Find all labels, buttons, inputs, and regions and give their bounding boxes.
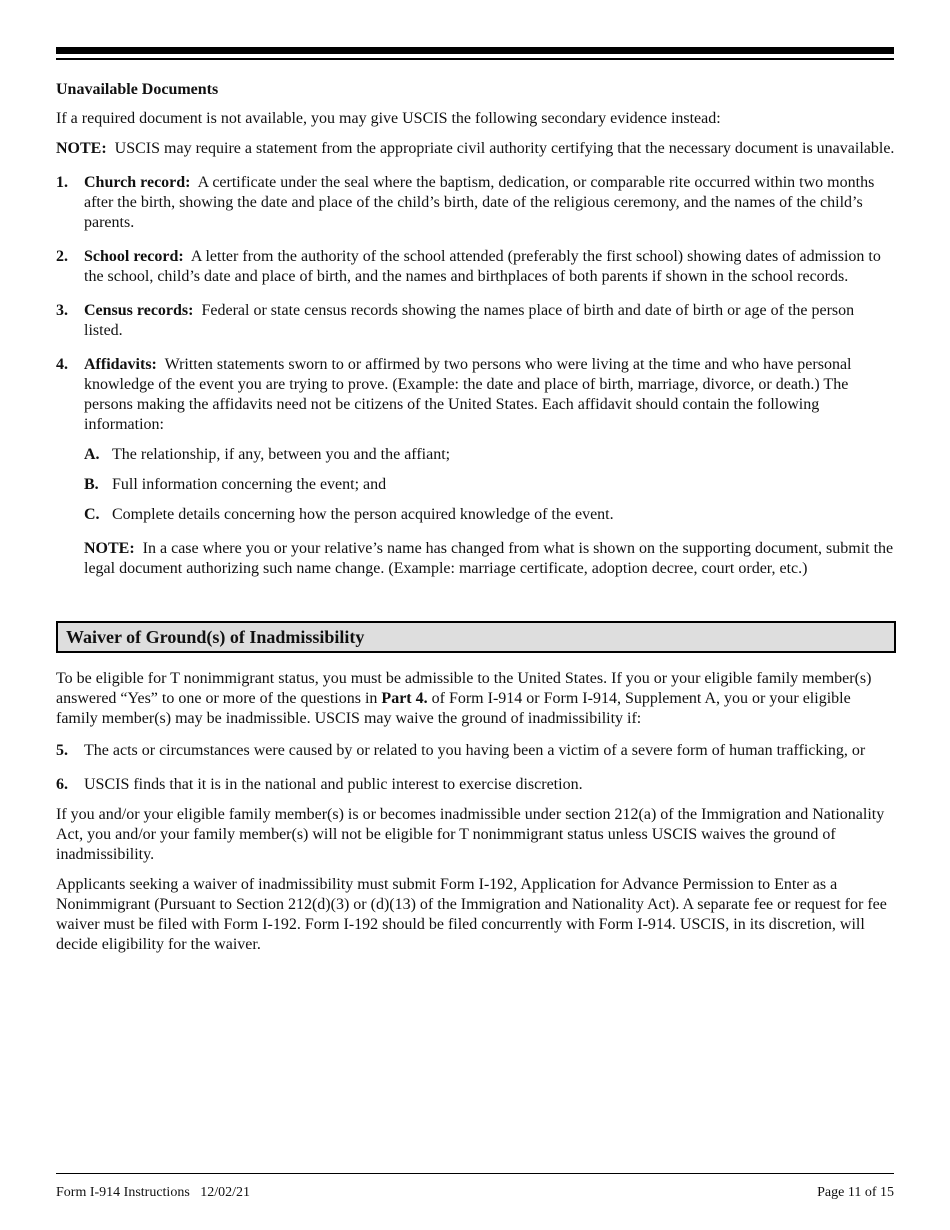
list-item — [56, 301, 896, 341]
item-number: 2. — [56, 248, 68, 265]
item-title: School record: — [84, 248, 184, 265]
item-text: A letter from the authority of the school attended (preferably the first school) showing dates of admission to the school, child’s date and place of birth, and the names and birthplaces of both parents if shown in the school records. — [84, 248, 881, 285]
waiver-intro — [56, 669, 896, 729]
item-number: 3. — [56, 302, 68, 319]
item-text: USCIS finds that it is in the national and public interest to exercise discretion. — [84, 776, 583, 793]
page-content — [56, 80, 896, 965]
list-item — [56, 775, 896, 795]
item-text: A certificate under the seal where the baptism, dedication, or comparable rite occurred within two months after the birth, showing the date and place of the child’s birth, date of the religious ceremony, and the names of the child’s parents. — [84, 174, 875, 231]
note2-text: In a case where you or your relative’s name has changed from what is shown on the supporting document, submit the legal document authorizing such name change. (Example: marriage certificate, adoption decree, court order, etc.) — [84, 540, 894, 577]
unavailable-heading: Unavailable Documents — [56, 81, 219, 98]
item-number: 4. — [56, 356, 68, 373]
sub-list-item — [84, 475, 896, 495]
top-rule-thick — [56, 47, 894, 54]
sub-item-letter: B. — [84, 476, 99, 493]
item-text: Federal or state census records showing the names place of birth and date of birth or age of the person listed. — [84, 302, 855, 339]
footer-form-id: Form I-914 Instructions 12/02/21 — [56, 1185, 251, 1200]
unavailable-note — [56, 139, 896, 159]
note-text: USCIS may require a statement from the appropriate civil authority certifying that the necessary document is unavailable. — [114, 140, 895, 157]
sub-item-text: Full information concerning the event; and — [112, 476, 387, 493]
waiver-intro-bold: Part 4. — [381, 690, 428, 707]
note2-label: NOTE: — [84, 540, 135, 557]
waiver-para-2: Applicants seeking a waiver of inadmissibility must submit Form I-192, Application for Advance Permission to Enter as a Nonimmigrant (Pursuant to Section 212(d)(3) or (d)(13) of the Immigration and Nationality Act). A separate fee or request for fee waiver must be filed with Form I-192. Form I-192 should be filed concurrently with Form I-914. USCIS, in its discretion, will decide eligibility for the waiver. — [56, 876, 887, 953]
item-number: 6. — [56, 776, 68, 793]
sub-list-item — [84, 445, 896, 465]
sub-item-letter: A. — [84, 446, 100, 463]
item-number: 1. — [56, 174, 68, 191]
sub-item-text: Complete details concerning how the person acquired knowledge of the event. — [112, 506, 614, 523]
item-number: 5. — [56, 742, 68, 759]
unavailable-intro: If a required document is not available, you may give USCIS the following secondary evidence instead: — [56, 110, 721, 127]
waiver-para-1: If you and/or your eligible family member(s) is or becomes inadmissible under section 212(a) of the Immigration and Nationality Act, you and/or your family member(s) will not be eligible for T nonimmigrant status unless USCIS waives the ground of inadmissibility. — [56, 806, 885, 863]
waiver-intro-after: of Form I-914 or Form I-914, Supplement A, you or your eligible family member(s) may be inadmissible. USCIS may waive the ground of inadmissibility if: — [56, 690, 851, 727]
list-item — [56, 741, 896, 761]
waiver-section-header: Waiver of Ground(s) of Inadmissibility — [56, 621, 896, 653]
top-rule-thin — [56, 58, 894, 60]
item-text: The acts or circumstances were caused by or related to you having been a victim of a severe form of human trafficking, or — [84, 742, 866, 759]
list-item — [56, 355, 896, 435]
footer-rule — [56, 1173, 894, 1174]
list-item — [56, 247, 896, 287]
item-title: Affidavits: — [84, 356, 157, 373]
note-label: NOTE: — [56, 140, 107, 157]
sub-list-item — [84, 505, 896, 525]
affidavit-sublist — [84, 445, 896, 525]
sub-item-letter: C. — [84, 506, 100, 523]
sub-item-text: The relationship, if any, between you and the affiant; — [112, 446, 451, 463]
name-change-note — [84, 539, 896, 579]
item-title: Census records: — [84, 302, 194, 319]
footer-page-number: Page 11 of 15 — [817, 1185, 894, 1200]
waiver-intro-before: To be eligible for T nonimmigrant status, you must be admissible to the United States. If you or your eligible family member(s) answered “Yes” to one or more of the questions in — [56, 670, 872, 707]
item-text: Written statements sworn to or affirmed by two persons who were living at the time and who have personal knowledge of the event you are trying to prove. (Example: the date and place of birth, marriage, divorce, or death.) The persons making the affidavits need not be citizens of the United States. Each affidavit should contain the following information: — [84, 356, 852, 433]
list-item — [56, 173, 896, 233]
item-title: Church record: — [84, 174, 191, 191]
